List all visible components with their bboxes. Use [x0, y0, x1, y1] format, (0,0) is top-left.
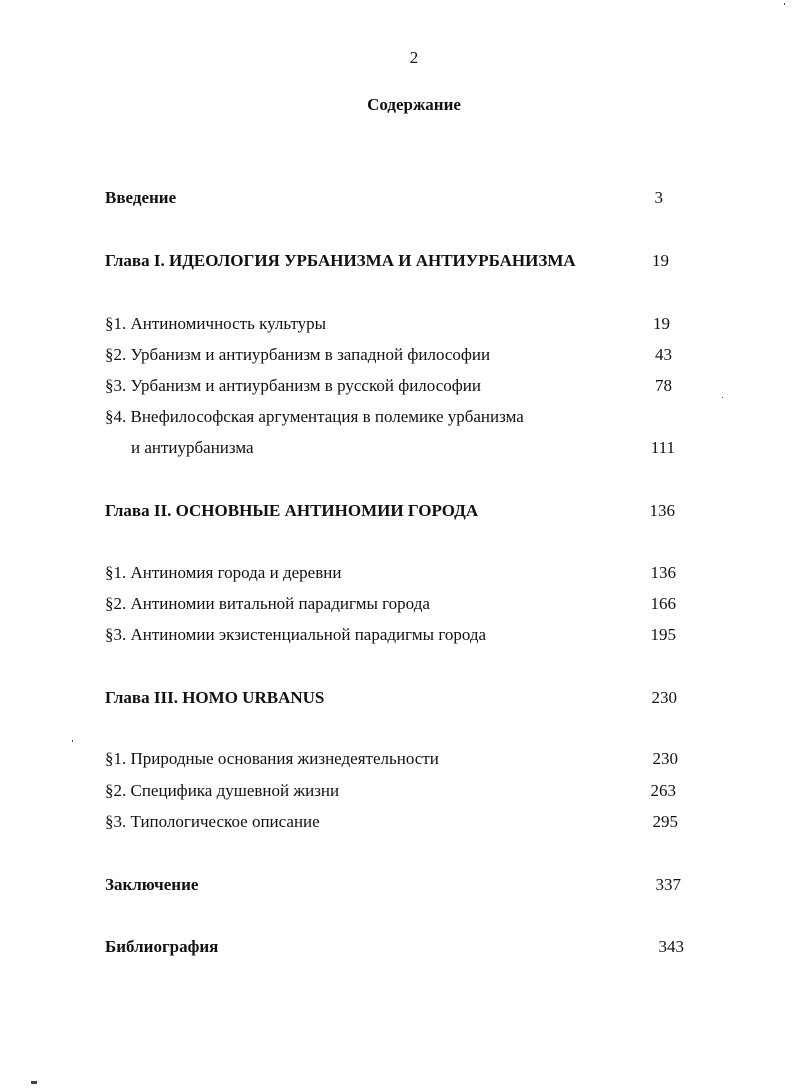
toc-section-label: §1. Природные основания жизнедеятельности [105, 749, 439, 768]
toc-section-3-3 [0, 810, 797, 834]
toc-entry-bibliography [0, 935, 797, 959]
toc-section-label: §2. Урбанизм и антиурбанизм в западной философии [105, 345, 491, 364]
toc-section-label: §1. Антиномия города и деревни [105, 563, 342, 582]
toc-section-page: 263 [650, 781, 676, 800]
toc-chapter-3 [0, 686, 797, 710]
toc-chapter-page: 230 [651, 688, 677, 707]
toc-chapter-1 [0, 249, 797, 273]
toc-section-page: 136 [650, 563, 676, 582]
scan-speck [72, 740, 73, 742]
toc-section-1-3 [0, 374, 797, 398]
toc-section-1-4 [0, 405, 797, 429]
toc-section-label: §2. Антиномии витальной парадигмы города [105, 594, 430, 613]
toc-chapter-2 [0, 499, 797, 523]
toc-section-3-1 [0, 747, 797, 771]
toc-section-label: §3. Типологическое описание [105, 812, 320, 831]
toc-section-label: §4. Внефилософская аргументация в полемике урбанизма [105, 407, 524, 426]
toc-section-page: 230 [652, 749, 678, 768]
toc-entry-conclusion [0, 873, 797, 897]
toc-chapter-label: Глава I. ИДЕОЛОГИЯ УРБАНИЗМА И АНТИУРБАНИЗМА [105, 251, 576, 270]
toc-chapter-label: Глава III. HOMO URBANUS [105, 688, 325, 707]
page-title: Содержание [367, 95, 461, 114]
toc-section-page: 166 [650, 594, 676, 613]
toc-section-page: 295 [652, 812, 678, 831]
toc-section-label: §2. Специфика душевной жизни [105, 781, 340, 800]
toc-entry-introduction [0, 186, 797, 210]
toc-section-1-4-continued [0, 436, 797, 460]
toc-section-page: 19 [653, 314, 670, 333]
toc-section-label: §1. Антиномичность культуры [105, 314, 327, 333]
toc-section-label: и антиурбанизма [131, 438, 254, 457]
toc-section-2-1 [0, 561, 797, 585]
toc-section-page: 43 [655, 345, 672, 364]
toc-entry-page: 3 [654, 188, 663, 207]
toc-entry-page: 337 [655, 875, 681, 894]
toc-entry-label: Заключение [105, 875, 199, 894]
toc-chapter-page: 136 [649, 501, 675, 520]
toc-section-page: 111 [650, 438, 675, 457]
scan-speck [31, 1081, 37, 1084]
scan-speck [784, 3, 785, 5]
toc-section-1-1 [0, 312, 797, 336]
toc-section-3-2 [0, 779, 797, 803]
toc-chapter-page: 19 [652, 251, 669, 270]
toc-entry-label: Библиография [105, 937, 219, 956]
toc-section-page: 195 [650, 625, 676, 644]
toc-section-label: §3. Антиномии экзистенциальной парадигмы города [105, 625, 487, 644]
toc-entry-label: Введение [105, 188, 177, 207]
toc-section-page: 78 [655, 376, 672, 395]
toc-entry-page: 343 [658, 937, 684, 956]
toc-section-label: §3. Урбанизм и антиурбанизм в русской философии [105, 376, 481, 395]
page-number: 2 [409, 48, 419, 67]
toc-section-2-2 [0, 592, 797, 616]
toc-section-2-3 [0, 623, 797, 647]
toc-section-1-2 [0, 343, 797, 367]
scan-speck [722, 397, 723, 398]
toc-chapter-label: Глава II. ОСНОВНЫЕ АНТИНОМИИ ГОРОДА [105, 501, 479, 520]
